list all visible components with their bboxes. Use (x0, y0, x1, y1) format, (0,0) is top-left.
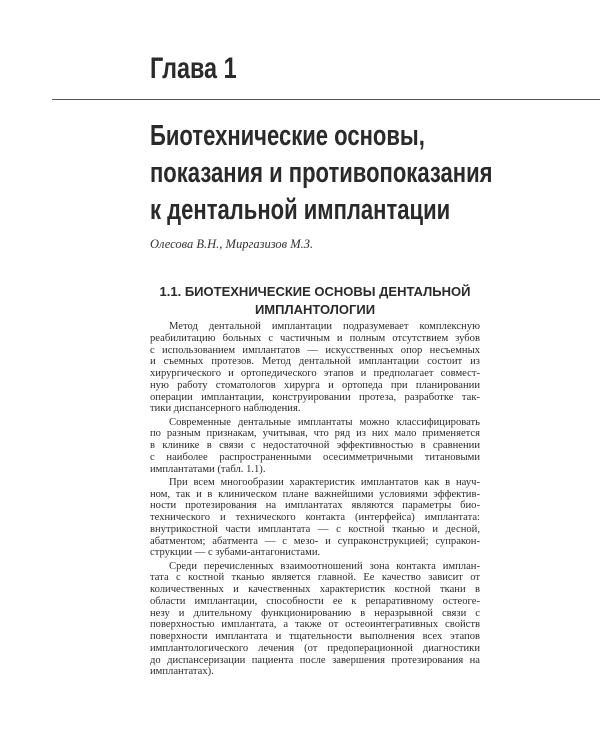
title-line: Биотехнические основы, (150, 120, 425, 152)
text-line: до диспансеризации пациента после завершения протезирования на (150, 654, 480, 666)
text-line: и съемных протезов. Метод дентальной имплантации состоит из (150, 356, 480, 368)
title-line: к дентальной имплантации (150, 194, 451, 226)
text-line: количественных и качественных характеристик костной ткани в (150, 584, 480, 595)
text-line: поверхностью имплантата, а также от остеоинтегративных свойств (150, 619, 480, 631)
text-line: абатментом; абатмента — с мезо- и супраконструкцией; супракон- (150, 535, 480, 547)
text-line: струкции — с зубами-антагонистами. (150, 547, 321, 559)
section-heading-line: 1.1. БИОТЕХНИЧЕСКИЕ ОСНОВЫ ДЕНТАЛЬНОЙ (159, 284, 471, 299)
text-line: тата с костной тканью является главной. Ее качество зависит от (150, 572, 480, 584)
text-line: операции имплантации, конструировании протеза, разработке так- (150, 391, 480, 403)
text-line: ную работу стоматологов хирурга и ортопеда при планировании (150, 379, 480, 391)
section-heading (150, 283, 480, 319)
text-line: реабилитацию больных с частичным и полным отсутствием зубов (150, 332, 480, 344)
chapter-rule (52, 99, 600, 100)
text-line: Среди перечисленных взаимоотношений зона контакта имплан- (169, 560, 480, 572)
text-line: имплантатах). (150, 666, 214, 678)
text-line: ном, так и в клиническом плане важнейшими условиями эффектив- (150, 488, 480, 500)
text-line: При всем многообразии характеристик имплантатов как в науч- (169, 476, 480, 488)
text-line: хирургического и ортопедического этапов и предполагает совмест- (150, 368, 480, 379)
paragraph (150, 417, 480, 476)
paragraph (150, 477, 480, 559)
body-text (150, 321, 480, 680)
text-line: имплантологического лечения (от предоперационной диагностики (150, 642, 480, 654)
text-line: с наиболее распространенными осесимметричными титановыми (150, 451, 480, 463)
chapter-title (150, 118, 493, 229)
text-line: по разным признакам, учитывая, что ряд из них мало применяется (150, 428, 480, 440)
paragraph (150, 561, 480, 679)
text-line: внутрикостной части имплантата — с костной тканью и десной, (150, 523, 480, 535)
text-line: тики диспансерного наблюдения. (150, 403, 301, 415)
section-heading-line: ИМПЛАНТОЛОГИИ (254, 302, 376, 317)
paragraph (150, 321, 480, 415)
text-line: имплантатами (табл. 1.1). (150, 463, 266, 475)
text-line: области имплантации, способности ее к репаративному остеоге- (150, 595, 480, 607)
text-line: Современные дентальные имплантаты можно классифицировать (169, 416, 480, 428)
text-line: с использованием имплантатов — искусственных опор несъемных (150, 344, 480, 356)
authors: Олесова В.Н., Миргазизов М.З. (150, 237, 314, 251)
title-line: показания и противопоказания (150, 157, 493, 189)
text-line: Метод дентальной имплантации подразумевает комплексную (169, 321, 480, 332)
text-line: в клинике в связи с недостаточной эффективностью в сравнении (150, 440, 480, 451)
text-line: технического и технического контакта (интерфейса) имплантата: (150, 512, 480, 523)
text-line: незу и длительному функционированию в неразрывной связи с (150, 607, 480, 619)
text-line: ности протезирования на имплантатах являются параметры био- (150, 500, 480, 512)
chapter-heading: Глава 1 (150, 52, 237, 85)
text-line: поверхности имплантата и тщательности выполнения всех этапов (150, 631, 480, 642)
